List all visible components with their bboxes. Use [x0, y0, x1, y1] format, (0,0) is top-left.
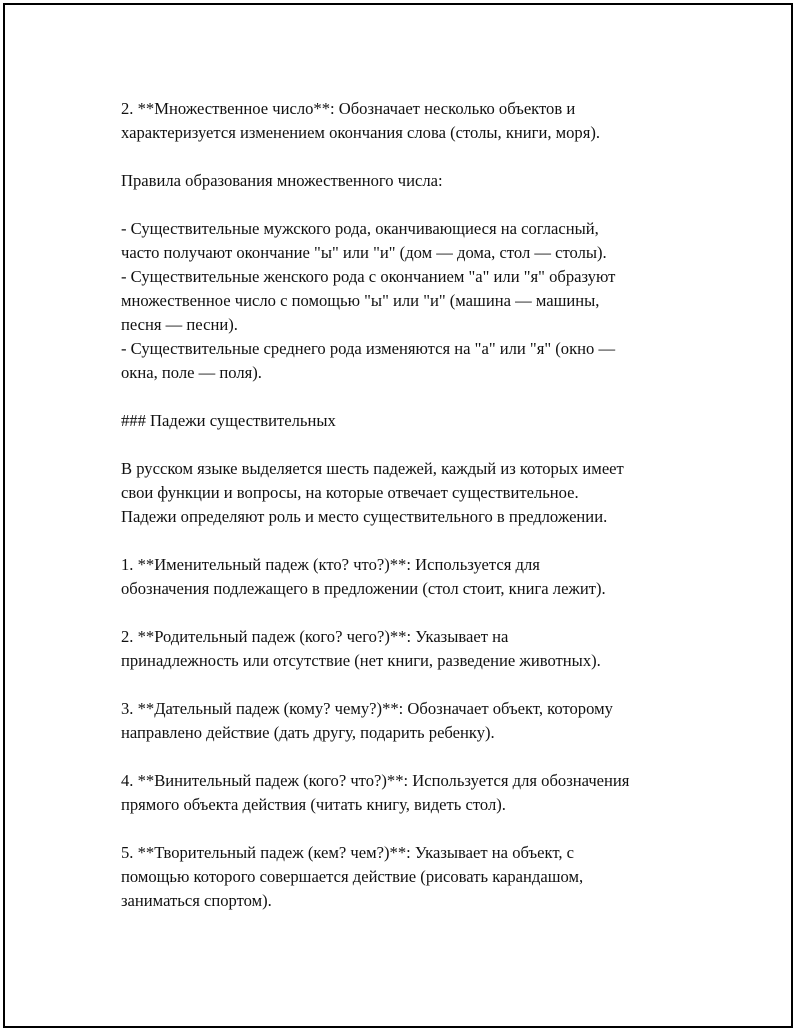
text-line: Правила образования множественного числа: — [121, 171, 443, 190]
text-line: характеризуется изменением окончания слова (столы, книги, моря). — [121, 123, 601, 142]
plural-number-paragraph — [121, 97, 721, 145]
text-line: - Существительные среднего рода изменяются на "а" или "я" (окно — — [121, 339, 616, 358]
text-line: помощью которого совершается действие (рисовать карандашом, — [121, 867, 584, 886]
plural-rules-heading — [121, 169, 721, 193]
plural-rules-list — [121, 217, 721, 385]
text-line: 5. **Творительный падеж (кем? чем?)**: Указывает на объект, с — [121, 843, 574, 862]
case-instrumental-paragraph — [121, 841, 721, 913]
case-accusative-paragraph — [121, 769, 721, 817]
text-line: множественное число с помощью "ы" или "и" (машина — машины, — [121, 291, 600, 310]
text-line: направлено действие (дать другу, подарить ребенку). — [121, 723, 495, 742]
text-line: свои функции и вопросы, на которые отвечает существительное. — [121, 483, 579, 502]
text-line: Падежи определяют роль и место существительного в предложении. — [121, 507, 608, 526]
text-line: песня — песни). — [121, 315, 238, 334]
text-line: заниматься спортом). — [121, 891, 272, 910]
case-nominative-paragraph — [121, 553, 721, 601]
text-line: обозначения подлежащего в предложении (стол стоит, книга лежит). — [121, 579, 606, 598]
case-genitive-paragraph — [121, 625, 721, 673]
text-line: - Существительные женского рода с окончанием "а" или "я" образуют — [121, 267, 616, 286]
text-line: 1. **Именительный падеж (кто? что?)**: Используется для — [121, 555, 540, 574]
text-line: принадлежность или отсутствие (нет книги, разведение животных). — [121, 651, 601, 670]
text-line: ### Падежи существительных — [121, 411, 336, 430]
cases-heading — [121, 409, 721, 433]
text-line: 2. **Множественное число**: Обозначает несколько объектов и — [121, 99, 576, 118]
text-line: В русском языке выделяется шесть падежей, каждый из которых имеет — [121, 459, 624, 478]
document-page — [3, 3, 793, 1028]
text-line: 4. **Винительный падеж (кого? что?)**: Используется для обозначения — [121, 771, 630, 790]
text-line: 3. **Дательный падеж (кому? чему?)**: Обозначает объект, которому — [121, 699, 613, 718]
text-line: прямого объекта действия (читать книгу, видеть стол). — [121, 795, 506, 814]
case-dative-paragraph — [121, 697, 721, 745]
cases-intro-paragraph — [121, 457, 721, 529]
text-line: окна, поле — поля). — [121, 363, 262, 382]
document-body — [121, 97, 721, 937]
text-line: - Существительные мужского рода, оканчивающиеся на согласный, — [121, 219, 599, 238]
text-line: часто получают окончание "ы" или "и" (дом — дома, стол — столы). — [121, 243, 607, 262]
text-line: 2. **Родительный падеж (кого? чего?)**: Указывает на — [121, 627, 509, 646]
